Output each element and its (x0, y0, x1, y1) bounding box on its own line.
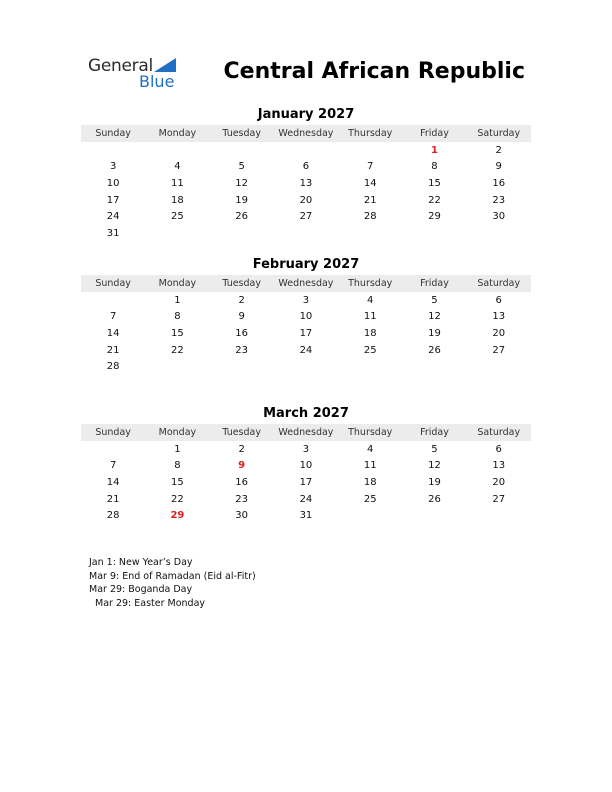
month-grid (81, 142, 531, 242)
day-cell: 6 (495, 294, 502, 306)
day-cell: 23 (235, 493, 249, 505)
weekday-label: Sunday (95, 278, 131, 289)
day-cell: 8 (174, 460, 181, 472)
week-row (81, 358, 531, 375)
weekday-label: Friday (420, 128, 449, 139)
weekday-label: Wednesday (278, 427, 334, 438)
weekday-label: Saturday (477, 427, 521, 438)
month-title: January 2027 (257, 107, 355, 122)
day-cell: 18 (171, 194, 184, 206)
brand-logo (88, 56, 188, 92)
day-cell: 26 (235, 211, 249, 223)
weekday-label: Thursday (348, 427, 393, 438)
day-cell: 25 (363, 493, 377, 505)
day-cell: 29 (428, 211, 441, 223)
month-title: March 2027 (263, 406, 349, 421)
day-cell: 15 (428, 177, 441, 189)
day-cell: 27 (492, 344, 506, 356)
day-cell: 23 (235, 344, 249, 356)
week-row (81, 325, 531, 342)
month-grid (81, 441, 531, 524)
weekday-label: Tuesday (222, 128, 261, 139)
day-cell: 28 (106, 361, 120, 373)
day-cell: 17 (299, 476, 313, 488)
day-cell: 7 (367, 161, 374, 173)
holiday-notes (89, 556, 256, 610)
weekday-header (81, 275, 531, 292)
day-cell: 2 (238, 294, 245, 306)
day-cell: 13 (492, 311, 506, 323)
holiday-note: Mar 29: Easter Monday (95, 597, 206, 609)
day-cell: 21 (106, 493, 120, 505)
day-cell: 12 (235, 177, 249, 189)
day-cell: 15 (171, 327, 184, 339)
day-cell: 2 (495, 144, 502, 156)
day-cell: 31 (299, 510, 313, 522)
holiday-note: Mar 29: Boganda Day (89, 584, 193, 595)
weekday-label: Monday (158, 278, 197, 289)
holiday-note: Jan 1: New Year’s Day (89, 557, 193, 568)
logo-general-text: General (88, 56, 153, 76)
month-title: February 2027 (252, 257, 360, 272)
day-cell: 27 (492, 493, 506, 505)
day-cell: 21 (363, 194, 377, 206)
day-cell: 12 (428, 460, 441, 472)
day-cell: 31 (106, 227, 120, 239)
day-cell: 28 (363, 211, 377, 223)
month-grid (81, 292, 531, 375)
holiday-day-cell: 1 (430, 144, 438, 156)
day-cell: 2 (238, 443, 245, 455)
weekday-label: Tuesday (222, 427, 261, 438)
day-cell: 12 (428, 311, 441, 323)
day-cell: 9 (238, 311, 245, 323)
day-cell: 21 (106, 344, 120, 356)
day-cell: 1 (174, 443, 181, 455)
day-cell: 15 (171, 476, 184, 488)
weekday-header (81, 125, 531, 142)
week-row (81, 192, 531, 209)
day-cell: 20 (299, 194, 313, 206)
week-row (81, 342, 531, 359)
weekday-label: Friday (420, 427, 449, 438)
weekday-label: Wednesday (278, 278, 334, 289)
day-cell: 24 (299, 344, 313, 356)
week-row (81, 208, 531, 225)
weekday-label: Thursday (348, 278, 393, 289)
day-cell: 8 (174, 311, 181, 323)
day-cell: 17 (299, 327, 313, 339)
month-january (81, 106, 531, 242)
day-cell: 28 (106, 510, 120, 522)
day-cell: 24 (299, 493, 313, 505)
day-cell: 20 (492, 476, 506, 488)
day-cell: 26 (428, 344, 441, 356)
day-cell: 8 (431, 161, 438, 173)
week-row (81, 175, 531, 192)
day-cell: 14 (106, 327, 120, 339)
week-row (81, 309, 531, 326)
day-cell: 1 (174, 294, 181, 306)
day-cell: 14 (106, 476, 120, 488)
week-row (81, 507, 531, 524)
day-cell: 22 (428, 194, 441, 206)
day-cell: 3 (302, 294, 310, 306)
logo-blue-text: Blue (139, 72, 175, 91)
day-cell: 5 (431, 443, 438, 455)
day-cell: 16 (235, 476, 249, 488)
week-row (81, 458, 531, 475)
holiday-day-cell: 9 (238, 460, 246, 472)
weekday-label: Monday (158, 427, 197, 438)
day-cell: 13 (299, 177, 313, 189)
day-cell: 10 (106, 177, 120, 189)
day-cell: 27 (299, 211, 313, 223)
day-cell: 24 (106, 211, 120, 223)
day-cell: 11 (171, 177, 184, 189)
day-cell: 19 (428, 476, 441, 488)
week-row (81, 159, 531, 176)
day-cell: 4 (174, 161, 181, 173)
week-row (81, 292, 531, 309)
weekday-label: Tuesday (222, 278, 261, 289)
day-cell: 9 (495, 161, 502, 173)
weekday-label: Saturday (477, 128, 521, 139)
day-cell: 18 (363, 476, 377, 488)
page-title: Central African Republic (223, 59, 525, 84)
week-row (81, 441, 531, 458)
month-march (81, 405, 531, 524)
weekday-label: Sunday (95, 128, 131, 139)
day-cell: 30 (235, 510, 249, 522)
day-cell: 5 (238, 161, 245, 173)
day-cell: 10 (299, 460, 313, 472)
day-cell: 5 (431, 294, 438, 306)
day-cell: 13 (492, 460, 506, 472)
weekday-label: Thursday (348, 128, 393, 139)
week-row (81, 225, 531, 242)
day-cell: 3 (109, 161, 117, 173)
weekday-label: Saturday (477, 278, 521, 289)
weekday-label: Monday (158, 128, 197, 139)
day-cell: 3 (302, 443, 310, 455)
weekday-label: Sunday (95, 427, 131, 438)
day-cell: 14 (363, 177, 377, 189)
day-cell: 4 (367, 443, 374, 455)
day-cell: 7 (109, 460, 117, 472)
week-row (81, 491, 531, 508)
day-cell: 26 (428, 493, 441, 505)
day-cell: 25 (363, 344, 377, 356)
day-cell: 25 (171, 211, 184, 223)
weekday-label: Friday (420, 278, 449, 289)
day-cell: 16 (235, 327, 249, 339)
day-cell: 6 (495, 443, 502, 455)
day-cell: 4 (367, 294, 374, 306)
day-cell: 7 (109, 311, 117, 323)
month-february (81, 256, 531, 375)
day-cell: 22 (171, 493, 184, 505)
week-row (81, 142, 531, 159)
day-cell: 16 (492, 177, 506, 189)
day-cell: 20 (492, 327, 506, 339)
week-row (81, 474, 531, 491)
weekday-header (81, 424, 531, 441)
day-cell: 6 (302, 161, 310, 173)
day-cell: 18 (363, 327, 377, 339)
logo-triangle-icon (154, 58, 176, 72)
holiday-note: Mar 9: End of Ramadan (Eid al-Fitr) (89, 570, 256, 582)
holiday-day-cell: 29 (170, 510, 185, 522)
day-cell: 22 (171, 344, 184, 356)
day-cell: 17 (106, 194, 120, 206)
day-cell: 11 (363, 460, 377, 472)
day-cell: 10 (299, 311, 313, 323)
day-cell: 30 (492, 211, 506, 223)
day-cell: 23 (492, 194, 506, 206)
weekday-label: Wednesday (278, 128, 334, 139)
day-cell: 19 (428, 327, 441, 339)
day-cell: 19 (235, 194, 249, 206)
day-cell: 11 (363, 311, 377, 323)
